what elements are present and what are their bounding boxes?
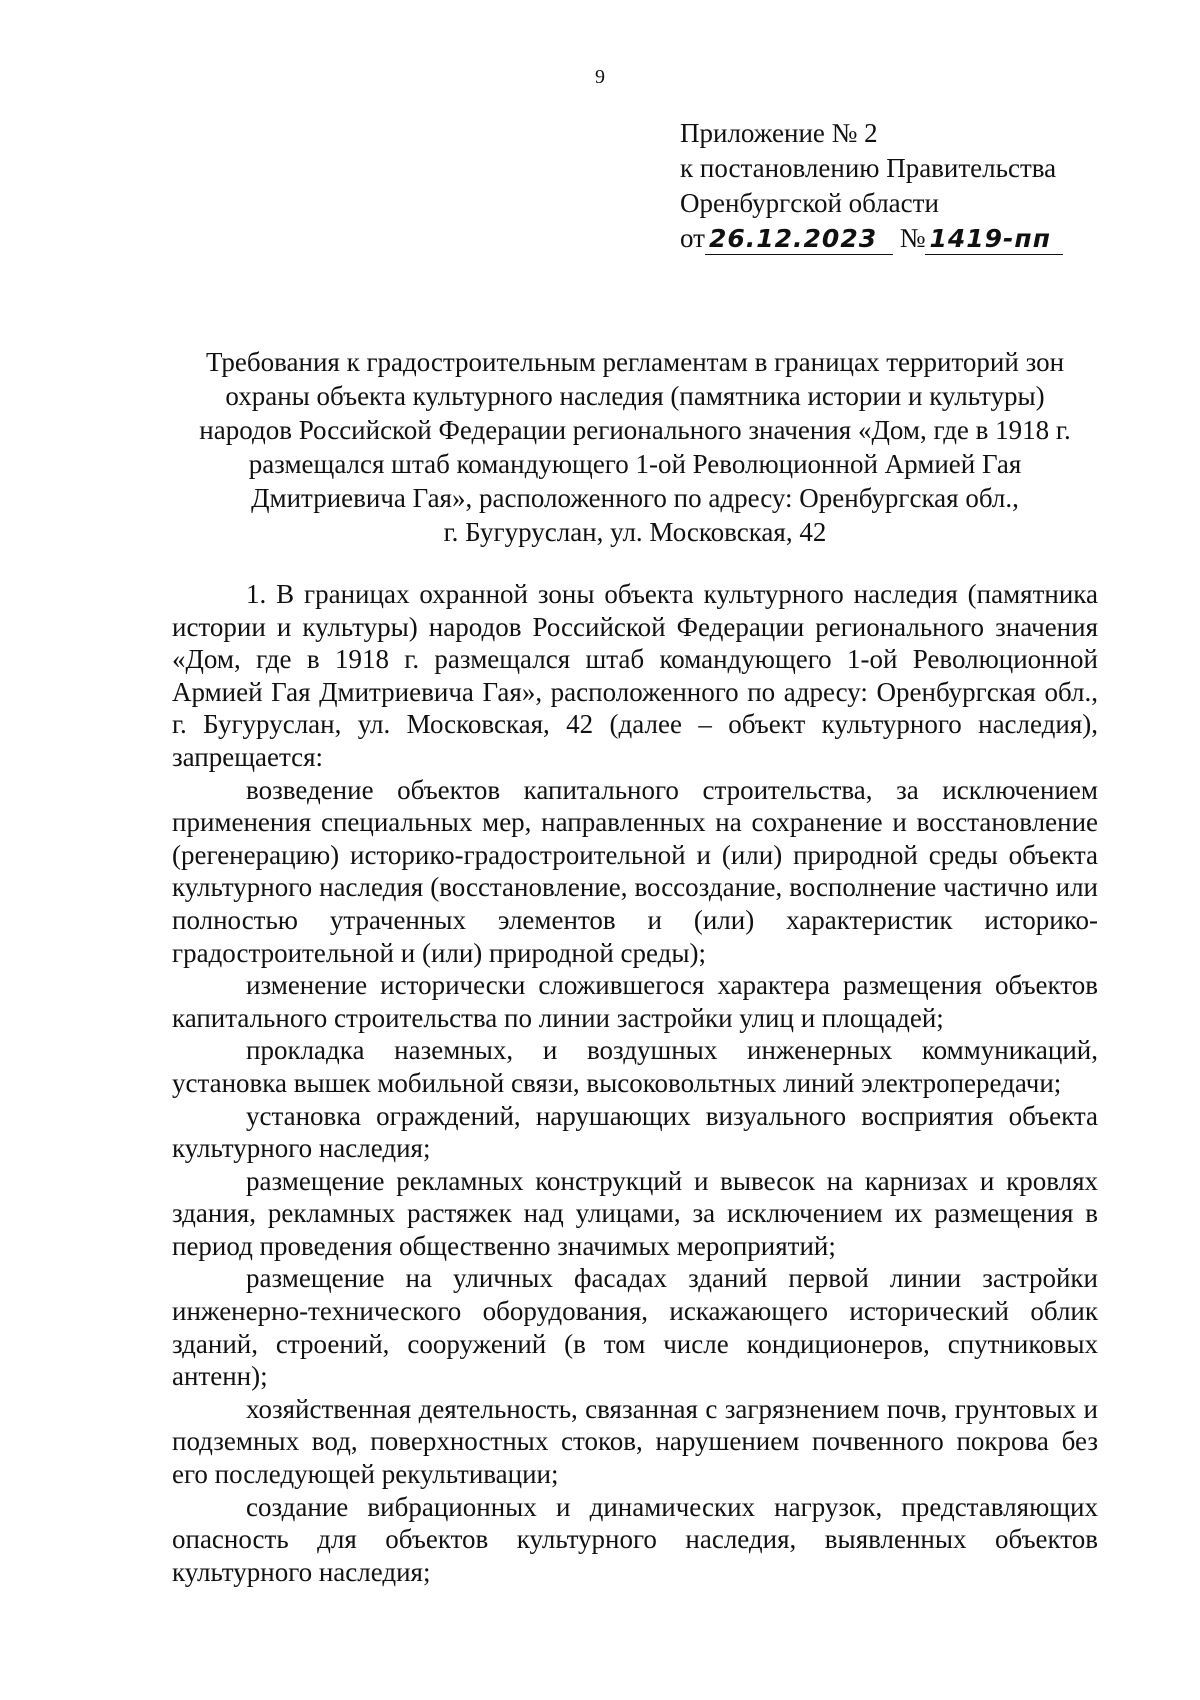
handwritten-date: 26.12.2023 [705, 224, 893, 255]
paragraph-1: 1. В границах охранной зоны объекта культурного наследия (памятника истории и культуры) народов Российской Федерации регионального значения «Дом, где в 1918 г. размещался штаб командующего 1-ой Революционной Армией Гая Дмитриевича Гая», расположенного по адресу: Оренбургская обл., г. Бугуруслан, ул. Московская, 42 (далее – объект культурного наследия), запрещается: [172, 579, 1098, 772]
document-title [170, 345, 1100, 549]
from-label: от [680, 223, 705, 253]
paragraph-3: изменение исторически сложившегося характера размещения объектов капитального строительства по линии застройки улиц и площадей; [172, 970, 1098, 1033]
appendix-title: Приложение № 2 [680, 118, 878, 148]
paragraph-7: размещение на уличных фасадах зданий первой линии застройки инженерно-технического оборудования, искажающего исторический облик зданий, строений, сооружений (в том числе кондиционеров, спутниковых антенн); [172, 1263, 1098, 1392]
title-line-6: г. Бугуруслан, ул. Московская, 42 [443, 517, 827, 547]
title-line-3: народов Российской Федерации регионального значения «Дом, где в 1918 г. [199, 415, 1071, 445]
title-line-2: охраны объекта культурного наследия (памятника истории и культуры) [225, 381, 1045, 411]
appendix-header [680, 116, 1100, 256]
title-line-4: размещался штаб командующего 1-ой Революционной Армией Гая [248, 449, 1022, 479]
paragraph-2: возведение объектов капитального строительства, за исключением применения специальных мер, направленных на сохранение и восстановление (регенерацию) историко-градостроительной и (или) природной среды объекта культурного наследия (восстановление, воссоздание, восполнение частично или полностью утраченных элементов и (или) характеристик историко-градостроительной и (или) природной среды); [172, 774, 1098, 968]
paragraph-8: хозяйственная деятельность, связанная с загрязнением почв, грунтовых и подземных вод, поверхностных стоков, нарушением почвенного покрова без его последующей рекультивации; [172, 1393, 1098, 1490]
handwritten-number: 1419-пп [925, 224, 1063, 255]
number-label: № [899, 223, 926, 253]
paragraph-4: прокладка наземных, и воздушных инженерных коммуникаций, установка вышек мобильной связи, высоковольтных линий электропередачи; [172, 1035, 1098, 1098]
appendix-date-line [680, 221, 1100, 256]
document-body [172, 578, 1098, 1588]
appendix-region-line: Оренбургской области [680, 188, 939, 218]
appendix-resolution-line: к постановлению Правительства [680, 153, 1057, 183]
paragraph-9: создание вибрационных и динамических нагрузок, представляющих опасность для объектов культурного наследия, выявленных объектов культурного наследия; [172, 1491, 1098, 1587]
title-line-1: Требования к градостроительным регламентам в границах территорий зон [205, 347, 1065, 377]
paragraph-5: установка ограждений, нарушающих визуального восприятия объекта культурного наследия; [172, 1100, 1098, 1164]
page-number: 9 [595, 66, 605, 88]
title-line-5: Дмитриевича Гая», расположенного по адресу: Оренбургская обл., [251, 483, 1019, 513]
paragraph-6: размещение рекламных конструкций и вывесок на карнизах и кровлях здания, рекламных растяжек над улицами, за исключением их размещения в период проведения общественно значимых мероприятий; [172, 1165, 1098, 1261]
